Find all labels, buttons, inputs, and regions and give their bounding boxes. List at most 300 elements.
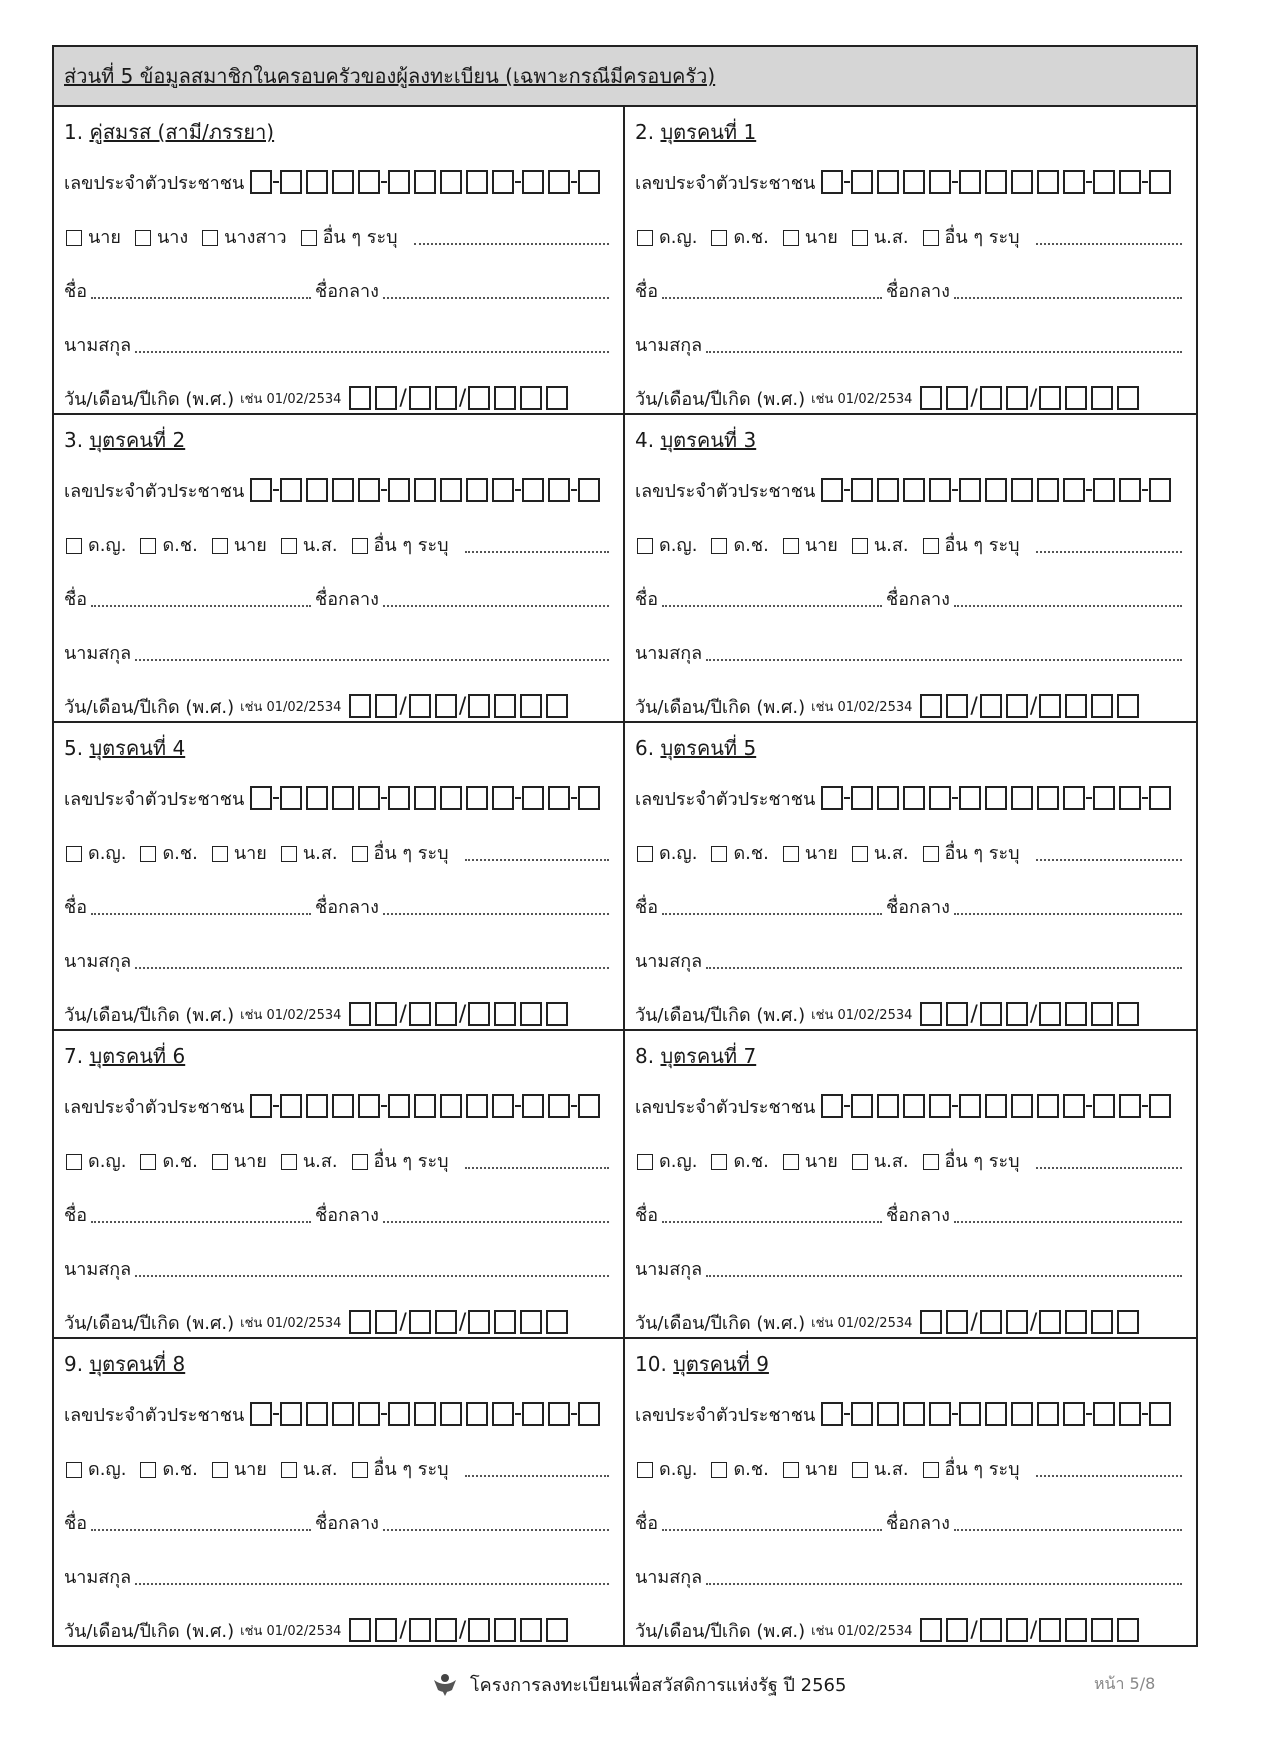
dob-digit-box[interactable]	[980, 386, 1002, 410]
dob-digit-box[interactable]	[520, 1618, 542, 1642]
id-digit-box[interactable]	[903, 1094, 925, 1118]
id-digit-box[interactable]	[821, 1094, 843, 1118]
other-title-field[interactable]	[465, 551, 609, 553]
dob-digit-box[interactable]	[1006, 694, 1028, 718]
surname-field[interactable]	[706, 967, 1182, 969]
id-digit-box[interactable]	[414, 170, 436, 194]
dob-digit-box[interactable]	[468, 694, 490, 718]
dob-digit-box[interactable]	[920, 1002, 942, 1026]
dob-digit-box[interactable]	[1006, 1310, 1028, 1334]
checkbox[interactable]	[140, 1462, 156, 1478]
id-digit-box[interactable]	[851, 1094, 873, 1118]
citizen-id-boxes[interactable]	[821, 170, 1175, 194]
dob-digit-box[interactable]	[520, 1310, 542, 1334]
checkbox[interactable]	[66, 1154, 82, 1170]
checkbox[interactable]	[140, 846, 156, 862]
id-digit-box[interactable]	[985, 1402, 1007, 1426]
dob-digit-box[interactable]	[546, 1310, 568, 1334]
checkbox[interactable]	[66, 230, 82, 246]
id-digit-box[interactable]	[358, 1402, 380, 1426]
dob-boxes[interactable]	[349, 386, 572, 411]
id-digit-box[interactable]	[578, 478, 600, 502]
id-digit-box[interactable]	[388, 478, 410, 502]
dob-digit-box[interactable]	[409, 1310, 431, 1334]
checkbox[interactable]	[783, 230, 799, 246]
other-title-field[interactable]	[414, 243, 609, 245]
checkbox[interactable]	[212, 1154, 228, 1170]
dob-digit-box[interactable]	[375, 694, 397, 718]
dob-digit-box[interactable]	[1006, 1002, 1028, 1026]
id-digit-box[interactable]	[548, 478, 570, 502]
id-digit-box[interactable]	[1149, 1402, 1171, 1426]
citizen-id-boxes[interactable]	[821, 786, 1175, 810]
id-digit-box[interactable]	[306, 786, 328, 810]
middle-name-field[interactable]	[383, 1529, 609, 1531]
id-digit-box[interactable]	[929, 478, 951, 502]
id-digit-box[interactable]	[1011, 170, 1033, 194]
dob-digit-box[interactable]	[1039, 1618, 1061, 1642]
dob-boxes[interactable]	[349, 1002, 572, 1027]
id-digit-box[interactable]	[851, 170, 873, 194]
id-digit-box[interactable]	[358, 478, 380, 502]
dob-digit-box[interactable]	[435, 1002, 457, 1026]
id-digit-box[interactable]	[1119, 1094, 1141, 1118]
first-name-field[interactable]	[662, 297, 882, 299]
id-digit-box[interactable]	[466, 1094, 488, 1118]
checkbox[interactable]	[637, 230, 653, 246]
checkbox[interactable]	[711, 846, 727, 862]
id-digit-box[interactable]	[492, 478, 514, 502]
id-digit-box[interactable]	[877, 170, 899, 194]
checkbox[interactable]	[637, 846, 653, 862]
dob-digit-box[interactable]	[1091, 1618, 1113, 1642]
id-digit-box[interactable]	[332, 1402, 354, 1426]
surname-field[interactable]	[135, 659, 609, 661]
id-digit-box[interactable]	[903, 170, 925, 194]
title-option[interactable]	[200, 222, 286, 251]
id-digit-box[interactable]	[1149, 1094, 1171, 1118]
other-title-field[interactable]	[465, 1167, 609, 1169]
dob-digit-box[interactable]	[349, 1618, 371, 1642]
dob-digit-box[interactable]	[1117, 386, 1139, 410]
title-option[interactable]	[781, 530, 838, 559]
checkbox[interactable]	[352, 538, 368, 554]
dob-boxes[interactable]	[920, 1002, 1143, 1027]
citizen-id-boxes[interactable]	[821, 1094, 1175, 1118]
title-option[interactable]	[133, 222, 188, 251]
id-digit-box[interactable]	[903, 478, 925, 502]
dob-digit-box[interactable]	[1065, 1618, 1087, 1642]
dob-digit-box[interactable]	[1065, 386, 1087, 410]
checkbox[interactable]	[852, 846, 868, 862]
id-digit-box[interactable]	[929, 1094, 951, 1118]
checkbox[interactable]	[301, 230, 317, 246]
id-digit-box[interactable]	[1063, 478, 1085, 502]
id-digit-box[interactable]	[492, 1094, 514, 1118]
id-digit-box[interactable]	[1011, 1094, 1033, 1118]
id-digit-box[interactable]	[388, 1094, 410, 1118]
id-digit-box[interactable]	[250, 170, 272, 194]
id-digit-box[interactable]	[250, 1402, 272, 1426]
id-digit-box[interactable]	[522, 786, 544, 810]
middle-name-field[interactable]	[954, 1529, 1182, 1531]
id-digit-box[interactable]	[877, 786, 899, 810]
id-digit-box[interactable]	[1093, 1402, 1115, 1426]
checkbox[interactable]	[281, 1154, 297, 1170]
title-option[interactable]	[138, 1146, 197, 1175]
title-option[interactable]	[921, 838, 1020, 867]
checkbox[interactable]	[66, 538, 82, 554]
title-option[interactable]	[138, 530, 197, 559]
checkbox[interactable]	[212, 846, 228, 862]
id-digit-box[interactable]	[466, 170, 488, 194]
title-option[interactable]	[709, 530, 768, 559]
title-option[interactable]	[138, 838, 197, 867]
checkbox[interactable]	[711, 1154, 727, 1170]
id-digit-box[interactable]	[358, 170, 380, 194]
id-digit-box[interactable]	[332, 786, 354, 810]
id-digit-box[interactable]	[522, 1402, 544, 1426]
title-option[interactable]	[921, 1146, 1020, 1175]
id-digit-box[interactable]	[1037, 1094, 1059, 1118]
id-digit-box[interactable]	[440, 786, 462, 810]
dob-digit-box[interactable]	[520, 1002, 542, 1026]
id-digit-box[interactable]	[821, 1402, 843, 1426]
dob-digit-box[interactable]	[1117, 1002, 1139, 1026]
dob-digit-box[interactable]	[946, 1002, 968, 1026]
dob-digit-box[interactable]	[546, 386, 568, 410]
id-digit-box[interactable]	[440, 478, 462, 502]
id-digit-box[interactable]	[250, 786, 272, 810]
id-digit-box[interactable]	[877, 478, 899, 502]
checkbox[interactable]	[352, 846, 368, 862]
checkbox[interactable]	[711, 1462, 727, 1478]
id-digit-box[interactable]	[358, 1094, 380, 1118]
checkbox[interactable]	[852, 1462, 868, 1478]
id-digit-box[interactable]	[578, 170, 600, 194]
dob-digit-box[interactable]	[1039, 386, 1061, 410]
dob-digit-box[interactable]	[1091, 1002, 1113, 1026]
id-digit-box[interactable]	[929, 786, 951, 810]
checkbox[interactable]	[281, 538, 297, 554]
id-digit-box[interactable]	[985, 786, 1007, 810]
checkbox[interactable]	[66, 1462, 82, 1478]
checkbox[interactable]	[352, 1154, 368, 1170]
dob-digit-box[interactable]	[1065, 1310, 1087, 1334]
dob-digit-box[interactable]	[349, 1002, 371, 1026]
checkbox[interactable]	[923, 1462, 939, 1478]
id-digit-box[interactable]	[1119, 170, 1141, 194]
dob-digit-box[interactable]	[1091, 694, 1113, 718]
id-digit-box[interactable]	[1063, 786, 1085, 810]
first-name-field[interactable]	[662, 605, 882, 607]
id-digit-box[interactable]	[1063, 170, 1085, 194]
dob-boxes[interactable]	[920, 1310, 1143, 1335]
id-digit-box[interactable]	[522, 478, 544, 502]
id-digit-box[interactable]	[250, 478, 272, 502]
title-option[interactable]	[781, 1454, 838, 1483]
dob-digit-box[interactable]	[946, 1310, 968, 1334]
title-option[interactable]	[709, 838, 768, 867]
title-option[interactable]	[210, 1454, 267, 1483]
id-digit-box[interactable]	[522, 170, 544, 194]
id-digit-box[interactable]	[959, 478, 981, 502]
id-digit-box[interactable]	[1093, 478, 1115, 502]
dob-boxes[interactable]	[349, 1310, 572, 1335]
id-digit-box[interactable]	[1149, 786, 1171, 810]
first-name-field[interactable]	[91, 1529, 311, 1531]
dob-digit-box[interactable]	[980, 694, 1002, 718]
id-digit-box[interactable]	[306, 170, 328, 194]
id-digit-box[interactable]	[903, 786, 925, 810]
id-digit-box[interactable]	[1093, 170, 1115, 194]
id-digit-box[interactable]	[851, 1402, 873, 1426]
dob-digit-box[interactable]	[980, 1310, 1002, 1334]
dob-digit-box[interactable]	[468, 1310, 490, 1334]
middle-name-field[interactable]	[954, 1221, 1182, 1223]
checkbox[interactable]	[637, 538, 653, 554]
dob-digit-box[interactable]	[494, 1002, 516, 1026]
id-digit-box[interactable]	[1011, 478, 1033, 502]
id-digit-box[interactable]	[466, 1402, 488, 1426]
checkbox[interactable]	[852, 1154, 868, 1170]
dob-digit-box[interactable]	[375, 386, 397, 410]
checkbox[interactable]	[66, 846, 82, 862]
checkbox[interactable]	[202, 230, 218, 246]
citizen-id-boxes[interactable]	[250, 1094, 604, 1118]
citizen-id-boxes[interactable]	[250, 786, 604, 810]
dob-digit-box[interactable]	[435, 694, 457, 718]
id-digit-box[interactable]	[414, 1094, 436, 1118]
title-option[interactable]	[279, 838, 338, 867]
id-digit-box[interactable]	[306, 1402, 328, 1426]
dob-digit-box[interactable]	[468, 1002, 490, 1026]
id-digit-box[interactable]	[414, 1402, 436, 1426]
id-digit-box[interactable]	[250, 1094, 272, 1118]
middle-name-field[interactable]	[954, 605, 1182, 607]
checkbox[interactable]	[135, 230, 151, 246]
checkbox[interactable]	[212, 1462, 228, 1478]
dob-digit-box[interactable]	[349, 694, 371, 718]
surname-field[interactable]	[135, 351, 609, 353]
id-digit-box[interactable]	[332, 1094, 354, 1118]
dob-digit-box[interactable]	[349, 386, 371, 410]
checkbox[interactable]	[923, 538, 939, 554]
dob-digit-box[interactable]	[435, 1310, 457, 1334]
dob-digit-box[interactable]	[1006, 1618, 1028, 1642]
title-option[interactable]	[350, 1454, 449, 1483]
dob-digit-box[interactable]	[494, 1618, 516, 1642]
title-option[interactable]	[921, 1454, 1020, 1483]
id-digit-box[interactable]	[851, 786, 873, 810]
first-name-field[interactable]	[91, 297, 311, 299]
id-digit-box[interactable]	[388, 1402, 410, 1426]
title-option[interactable]	[279, 1146, 338, 1175]
surname-field[interactable]	[135, 1275, 609, 1277]
dob-digit-box[interactable]	[349, 1310, 371, 1334]
checkbox[interactable]	[637, 1462, 653, 1478]
title-option[interactable]	[64, 530, 126, 559]
id-digit-box[interactable]	[1149, 478, 1171, 502]
title-option[interactable]	[64, 222, 121, 251]
dob-digit-box[interactable]	[375, 1310, 397, 1334]
title-option[interactable]	[350, 530, 449, 559]
title-option[interactable]	[635, 838, 697, 867]
other-title-field[interactable]	[465, 1475, 609, 1477]
dob-digit-box[interactable]	[946, 386, 968, 410]
dob-digit-box[interactable]	[1039, 1002, 1061, 1026]
dob-digit-box[interactable]	[494, 1310, 516, 1334]
dob-digit-box[interactable]	[546, 1618, 568, 1642]
dob-digit-box[interactable]	[1091, 1310, 1113, 1334]
id-digit-box[interactable]	[985, 170, 1007, 194]
id-digit-box[interactable]	[492, 786, 514, 810]
id-digit-box[interactable]	[1037, 786, 1059, 810]
dob-digit-box[interactable]	[920, 694, 942, 718]
title-option[interactable]	[921, 530, 1020, 559]
middle-name-field[interactable]	[383, 913, 609, 915]
dob-digit-box[interactable]	[409, 694, 431, 718]
checkbox[interactable]	[852, 230, 868, 246]
title-option[interactable]	[850, 222, 909, 251]
dob-digit-box[interactable]	[946, 694, 968, 718]
other-title-field[interactable]	[1036, 1167, 1182, 1169]
middle-name-field[interactable]	[383, 605, 609, 607]
checkbox[interactable]	[637, 1154, 653, 1170]
citizen-id-boxes[interactable]	[821, 1402, 1175, 1426]
title-option[interactable]	[850, 1146, 909, 1175]
id-digit-box[interactable]	[1037, 1402, 1059, 1426]
id-digit-box[interactable]	[578, 1094, 600, 1118]
title-option[interactable]	[781, 222, 838, 251]
citizen-id-boxes[interactable]	[250, 1402, 604, 1426]
title-option[interactable]	[781, 838, 838, 867]
dob-digit-box[interactable]	[468, 386, 490, 410]
checkbox[interactable]	[711, 230, 727, 246]
id-digit-box[interactable]	[280, 1094, 302, 1118]
checkbox[interactable]	[852, 538, 868, 554]
title-option[interactable]	[64, 1454, 126, 1483]
title-option[interactable]	[635, 1146, 697, 1175]
id-digit-box[interactable]	[929, 170, 951, 194]
title-option[interactable]	[921, 222, 1020, 251]
surname-field[interactable]	[135, 1583, 609, 1585]
dob-digit-box[interactable]	[375, 1618, 397, 1642]
id-digit-box[interactable]	[959, 1094, 981, 1118]
dob-boxes[interactable]	[920, 386, 1143, 411]
dob-digit-box[interactable]	[1117, 1618, 1139, 1642]
first-name-field[interactable]	[662, 913, 882, 915]
id-digit-box[interactable]	[903, 1402, 925, 1426]
dob-digit-box[interactable]	[920, 1310, 942, 1334]
title-option[interactable]	[350, 1146, 449, 1175]
surname-field[interactable]	[706, 659, 1182, 661]
id-digit-box[interactable]	[959, 786, 981, 810]
id-digit-box[interactable]	[1037, 170, 1059, 194]
id-digit-box[interactable]	[578, 786, 600, 810]
dob-digit-box[interactable]	[546, 1002, 568, 1026]
dob-digit-box[interactable]	[409, 1618, 431, 1642]
id-digit-box[interactable]	[332, 478, 354, 502]
surname-field[interactable]	[706, 1275, 1182, 1277]
dob-digit-box[interactable]	[1117, 1310, 1139, 1334]
dob-digit-box[interactable]	[494, 386, 516, 410]
dob-digit-box[interactable]	[435, 1618, 457, 1642]
dob-digit-box[interactable]	[1065, 694, 1087, 718]
dob-digit-box[interactable]	[920, 386, 942, 410]
id-digit-box[interactable]	[548, 1402, 570, 1426]
id-digit-box[interactable]	[929, 1402, 951, 1426]
id-digit-box[interactable]	[440, 170, 462, 194]
dob-digit-box[interactable]	[409, 1002, 431, 1026]
dob-digit-box[interactable]	[1065, 1002, 1087, 1026]
checkbox[interactable]	[281, 1462, 297, 1478]
dob-digit-box[interactable]	[920, 1618, 942, 1642]
surname-field[interactable]	[706, 351, 1182, 353]
checkbox[interactable]	[783, 1154, 799, 1170]
title-option[interactable]	[635, 222, 697, 251]
first-name-field[interactable]	[662, 1221, 882, 1223]
id-digit-box[interactable]	[959, 1402, 981, 1426]
dob-digit-box[interactable]	[1039, 694, 1061, 718]
middle-name-field[interactable]	[954, 913, 1182, 915]
dob-boxes[interactable]	[349, 694, 572, 719]
dob-digit-box[interactable]	[1006, 386, 1028, 410]
other-title-field[interactable]	[1036, 859, 1182, 861]
citizen-id-boxes[interactable]	[250, 170, 604, 194]
surname-field[interactable]	[135, 967, 609, 969]
id-digit-box[interactable]	[548, 1094, 570, 1118]
checkbox[interactable]	[923, 1154, 939, 1170]
id-digit-box[interactable]	[492, 170, 514, 194]
title-option[interactable]	[279, 1454, 338, 1483]
dob-digit-box[interactable]	[409, 386, 431, 410]
id-digit-box[interactable]	[414, 786, 436, 810]
id-digit-box[interactable]	[1063, 1402, 1085, 1426]
id-digit-box[interactable]	[959, 170, 981, 194]
dob-digit-box[interactable]	[520, 694, 542, 718]
id-digit-box[interactable]	[985, 478, 1007, 502]
id-digit-box[interactable]	[548, 786, 570, 810]
id-digit-box[interactable]	[985, 1094, 1007, 1118]
id-digit-box[interactable]	[821, 170, 843, 194]
id-digit-box[interactable]	[1149, 170, 1171, 194]
id-digit-box[interactable]	[821, 786, 843, 810]
other-title-field[interactable]	[1036, 551, 1182, 553]
dob-digit-box[interactable]	[980, 1002, 1002, 1026]
title-option[interactable]	[350, 838, 449, 867]
id-digit-box[interactable]	[548, 170, 570, 194]
middle-name-field[interactable]	[954, 297, 1182, 299]
id-digit-box[interactable]	[280, 1402, 302, 1426]
title-option[interactable]	[635, 530, 697, 559]
checkbox[interactable]	[783, 538, 799, 554]
id-digit-box[interactable]	[280, 786, 302, 810]
checkbox[interactable]	[923, 230, 939, 246]
id-digit-box[interactable]	[414, 478, 436, 502]
citizen-id-boxes[interactable]	[821, 478, 1175, 502]
title-option[interactable]	[709, 1454, 768, 1483]
dob-digit-box[interactable]	[375, 1002, 397, 1026]
first-name-field[interactable]	[91, 605, 311, 607]
title-option[interactable]	[210, 838, 267, 867]
dob-digit-box[interactable]	[546, 694, 568, 718]
checkbox[interactable]	[352, 1462, 368, 1478]
id-digit-box[interactable]	[332, 170, 354, 194]
id-digit-box[interactable]	[1119, 786, 1141, 810]
id-digit-box[interactable]	[466, 478, 488, 502]
checkbox[interactable]	[711, 538, 727, 554]
